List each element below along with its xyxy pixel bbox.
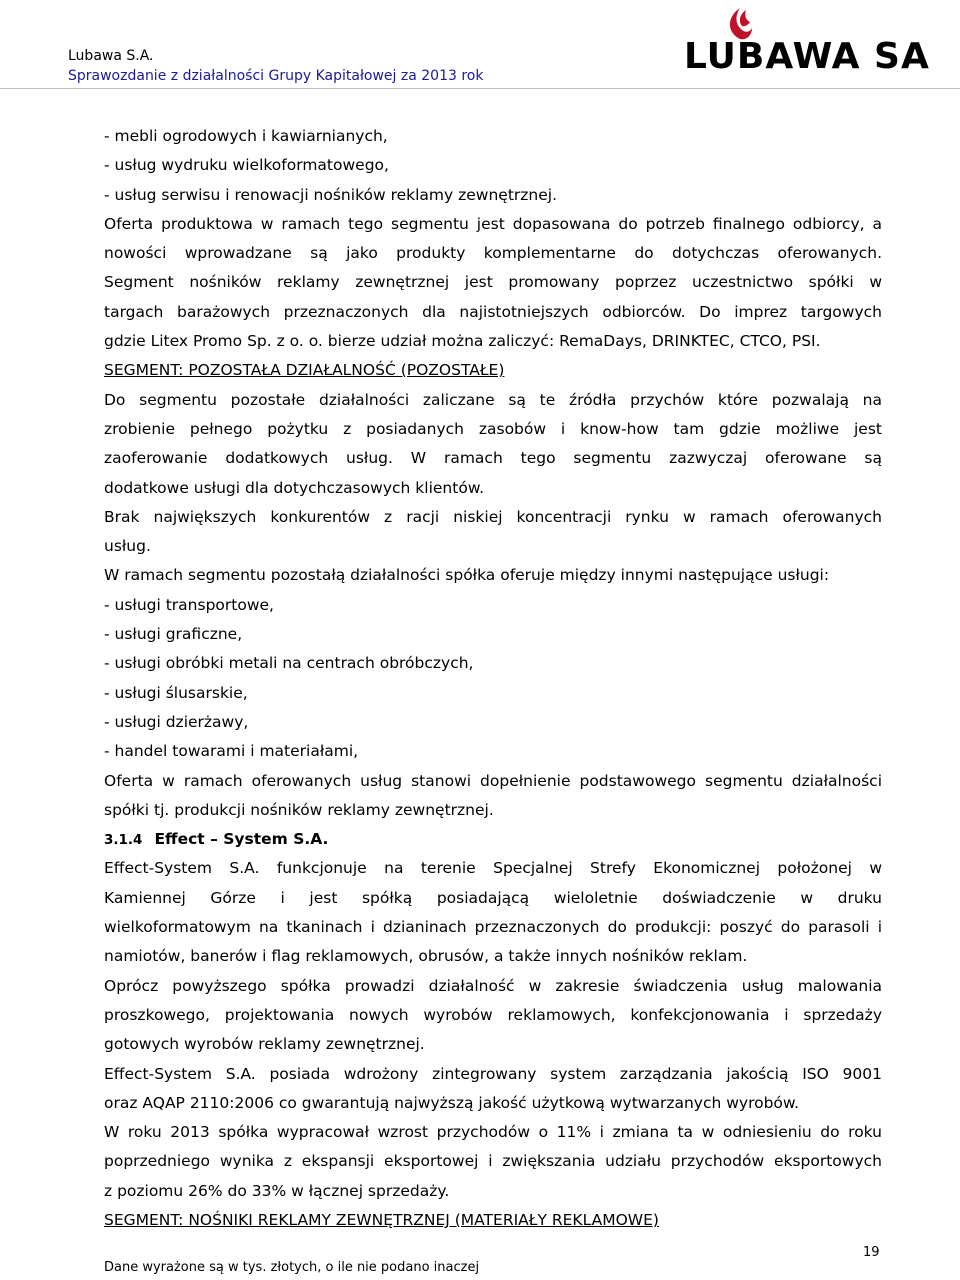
text-line: Segment nośników reklamy zewnętrznej jest promowany poprzez uczestnictwo spółki w: [104, 273, 882, 292]
text-line: Effect-System S.A. posiada wdrożony zintegrowany system zarządzania jakością ISO 9001: [104, 1064, 882, 1083]
text-line: - handel towarami i materiałami,: [104, 742, 359, 761]
text-line: spółki tj. produkcji nośników reklamy zewnętrznej.: [104, 800, 494, 819]
section-title: Effect – System S.A.: [154, 830, 329, 849]
text-line: wielkoformatowym na tkaninach i dzianinach przeznaczonych do produkcji: poszyć do parasoli i: [104, 918, 882, 937]
section-heading: [104, 825, 882, 854]
page-number: 19: [863, 1245, 880, 1260]
text-line: oraz AQAP 2110:2006 co gwarantują najwyższą jakość użytkową wytwarzanych wyrobów.: [104, 1093, 800, 1112]
text-line: gotowych wyrobów reklamy zewnętrznej.: [104, 1035, 425, 1054]
company-name: Lubawa S.A.: [68, 48, 154, 64]
text-line: Oprócz powyższego spółka prowadzi działalność w zakresie świadczenia usług malowania: [104, 976, 882, 995]
text-line: W roku 2013 spółka wypracował wzrost przychodów o 11% i zmiana ta w odniesieniu do roku: [104, 1123, 882, 1142]
text-line: Kamiennej Górze i jest spółką posiadającą wieloletnie doświadczenie w druku: [104, 888, 882, 907]
text-line: - usługi obróbki metali na centrach obróbczych,: [104, 654, 474, 673]
header-divider: [0, 88, 960, 89]
page-footer: Dane wyrażone są w tys. złotych, o ile nie podano inaczej: [104, 1260, 480, 1275]
text-line: - usług serwisu i renowacji nośników reklamy zewnętrznej.: [104, 185, 558, 204]
text-line: Do segmentu pozostałe działalności zaliczane są te źródła przychów które pozwalają na: [104, 390, 882, 409]
section-number: 3.1.4: [104, 832, 143, 849]
lubawa-logo: [684, 4, 934, 80]
text-line: - usługi graficzne,: [104, 625, 243, 644]
text-line: Oferta w ramach oferowanych usług stanowi dopełnienie podstawowego segmentu działalności: [104, 771, 882, 790]
text-line: usług.: [104, 537, 151, 556]
text-line: W ramach segmentu pozostałą działalności spółka oferuje między innymi następujące usługi:: [104, 566, 830, 585]
text-line: - mebli ogrodowych i kawiarnianych,: [104, 127, 388, 145]
text-line: - usług wydruku wielkoformatowego,: [104, 156, 389, 175]
text-line: proszkowego, projektowania nowych wyrobów reklamowych, konfekcjonowania i sprzedaży: [104, 1005, 882, 1024]
text-line: Effect-System S.A. funkcjonuje na terenie Specjalnej Strefy Ekonomicznej położonej w: [104, 859, 882, 878]
page-header: [0, 0, 960, 100]
segment-heading: SEGMENT: POZOSTAŁA DZIAŁALNOŚĆ (POZOSTAŁE): [104, 361, 505, 380]
text-line: z poziomu 26% do 33% w łącznej sprzedaży.: [104, 1181, 450, 1200]
text-line: dodatkowe usługi dla dotychczasowych klientów.: [104, 478, 484, 497]
segment-heading: SEGMENT: NOŚNIKI REKLAMY ZEWNĘTRZNEJ (MATERIAŁY REKLAMOWE): [104, 1210, 659, 1229]
text-line: zrobienie pełnego pożytku z posiadanych zasobów i know-how tam gdzie możliwe jest: [104, 419, 882, 438]
text-block-1: [104, 122, 882, 825]
text-line: poprzedniego wynika z ekspansji eksportowej i zwiększania udziału przychodów eksportowych: [104, 1152, 882, 1171]
document-body: [104, 122, 882, 1235]
text-line: gdzie Litex Promo Sp. z o. o. bierze udział można zaliczyć: RemaDays, DRINKTEC, CTCO, PSI.: [104, 332, 821, 351]
text-line: namiotów, banerów i flag reklamowych, obrusów, a także innych nośników reklam.: [104, 947, 748, 966]
text-line: - usługi transportowe,: [104, 595, 274, 614]
report-title: Sprawozdanie z działalności Grupy Kapitałowej za 2013 rok: [68, 68, 484, 84]
text-block-2: [104, 854, 882, 1235]
text-line: Brak największych konkurentów z racji niskiej koncentracji rynku w ramach oferowanych: [104, 507, 882, 526]
text-line: nowości wprowadzane są jako produkty komplementarne do dotychczas oferowanych.: [104, 244, 882, 263]
text-line: zaoferowanie dodatkowych usług. W ramach tego segmentu zazwyczaj oferowane są: [104, 449, 882, 468]
text-line: Oferta produktowa w ramach tego segmentu jest dopasowana do potrzeb finalnego odbiorcy, a: [104, 214, 882, 233]
logo-text: LUBAWA SA: [684, 36, 930, 77]
text-line: targach barażowych przeznaczonych dla najistotniejszych odbiorców. Do imprez targowych: [104, 302, 882, 321]
text-line: - usługi ślusarskie,: [104, 683, 248, 702]
text-line: - usługi dzierżawy,: [104, 712, 249, 731]
